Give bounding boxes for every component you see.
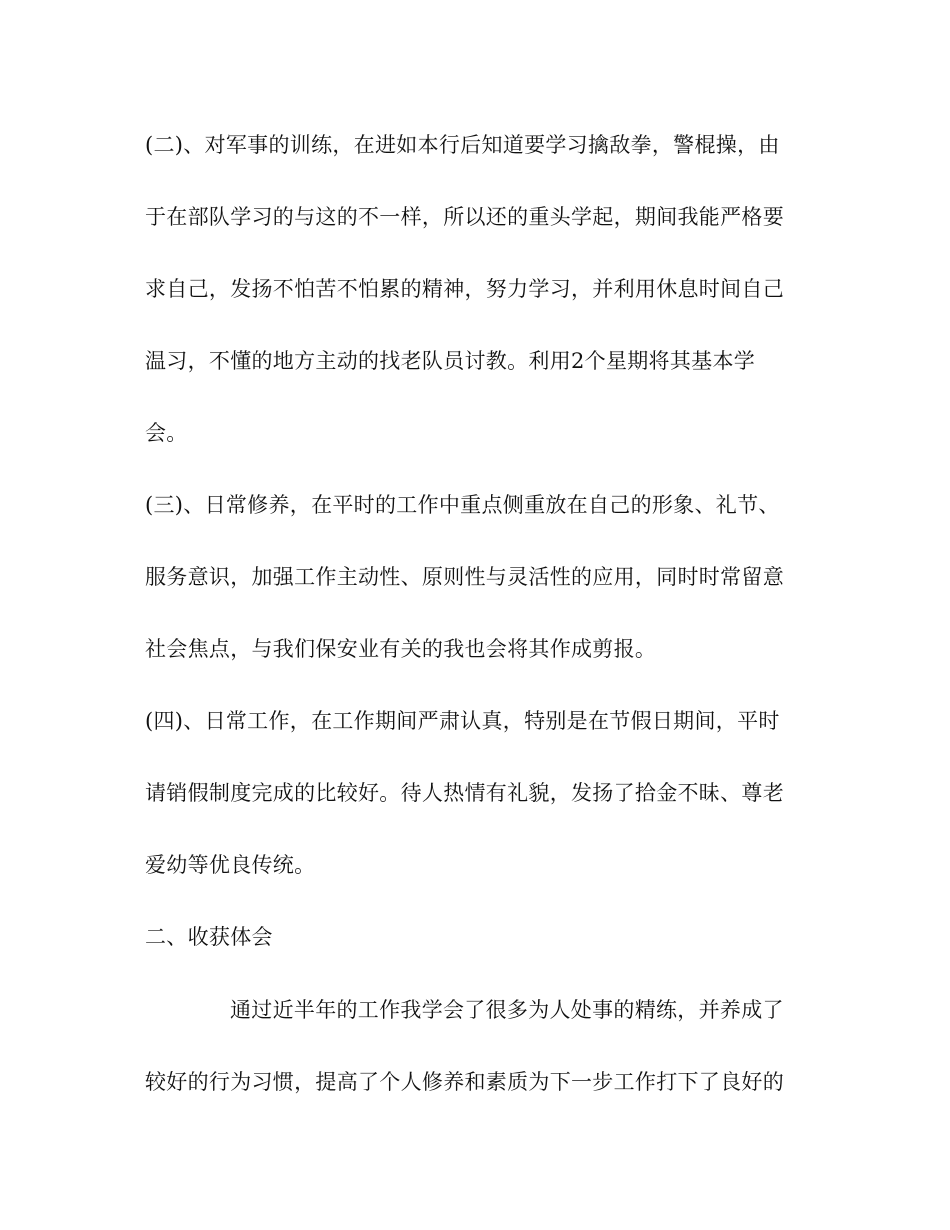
paragraph-daily-work-line-1: (四)、日常工作，在工作期间严肃认真，特别是在节假日期间，平时 — [145, 709, 780, 733]
section-heading-harvest: 二、收获体会 — [145, 925, 273, 949]
paragraph-harvest-line-1: 通过近半年的工作我学会了很多为人处事的精练，并养成了 — [230, 998, 784, 1022]
paragraph-daily-cultivation-line-1: (三)、日常修养，在平时的工作中重点侧重放在自己的形象、礼节、 — [145, 493, 780, 517]
paragraph-military-training-line-3: 求自己，发扬不怕苦不怕累的精神，努力学习，并利用休息时间自己 — [145, 277, 784, 301]
paragraph-daily-work-line-2: 请销假制度完成的比较好。待人热情有礼貌，发扬了拾金不昧、尊老 — [145, 781, 784, 805]
paragraph-daily-cultivation-line-2: 服务意识，加强工作主动性、原则性与灵活性的应用，同时时常留意 — [145, 565, 784, 589]
paragraph-military-training-line-4: 温习，不懂的地方主动的找老队员讨教。利用2个星期将其基本学 — [145, 349, 756, 373]
paragraph-military-training-line-5: 会。 — [145, 421, 188, 445]
paragraph-military-training-line-2: 于在部队学习的与这的不一样，所以还的重头学起，期间我能严格要 — [145, 205, 784, 229]
paragraph-daily-work-line-3: 爱幼等优良传统。 — [145, 853, 316, 877]
paragraph-daily-cultivation-line-3: 社会焦点，与我们保安业有关的我也会将其作成剪报。 — [145, 637, 657, 661]
paragraph-military-training-line-1: (二)、对军事的训练，在进如本行后知道要学习擒敌拳，警棍操，由 — [145, 133, 780, 157]
paragraph-harvest-line-2: 较好的行为习惯，提高了个人修养和素质为下一步工作打下了良好的 — [145, 1070, 784, 1094]
